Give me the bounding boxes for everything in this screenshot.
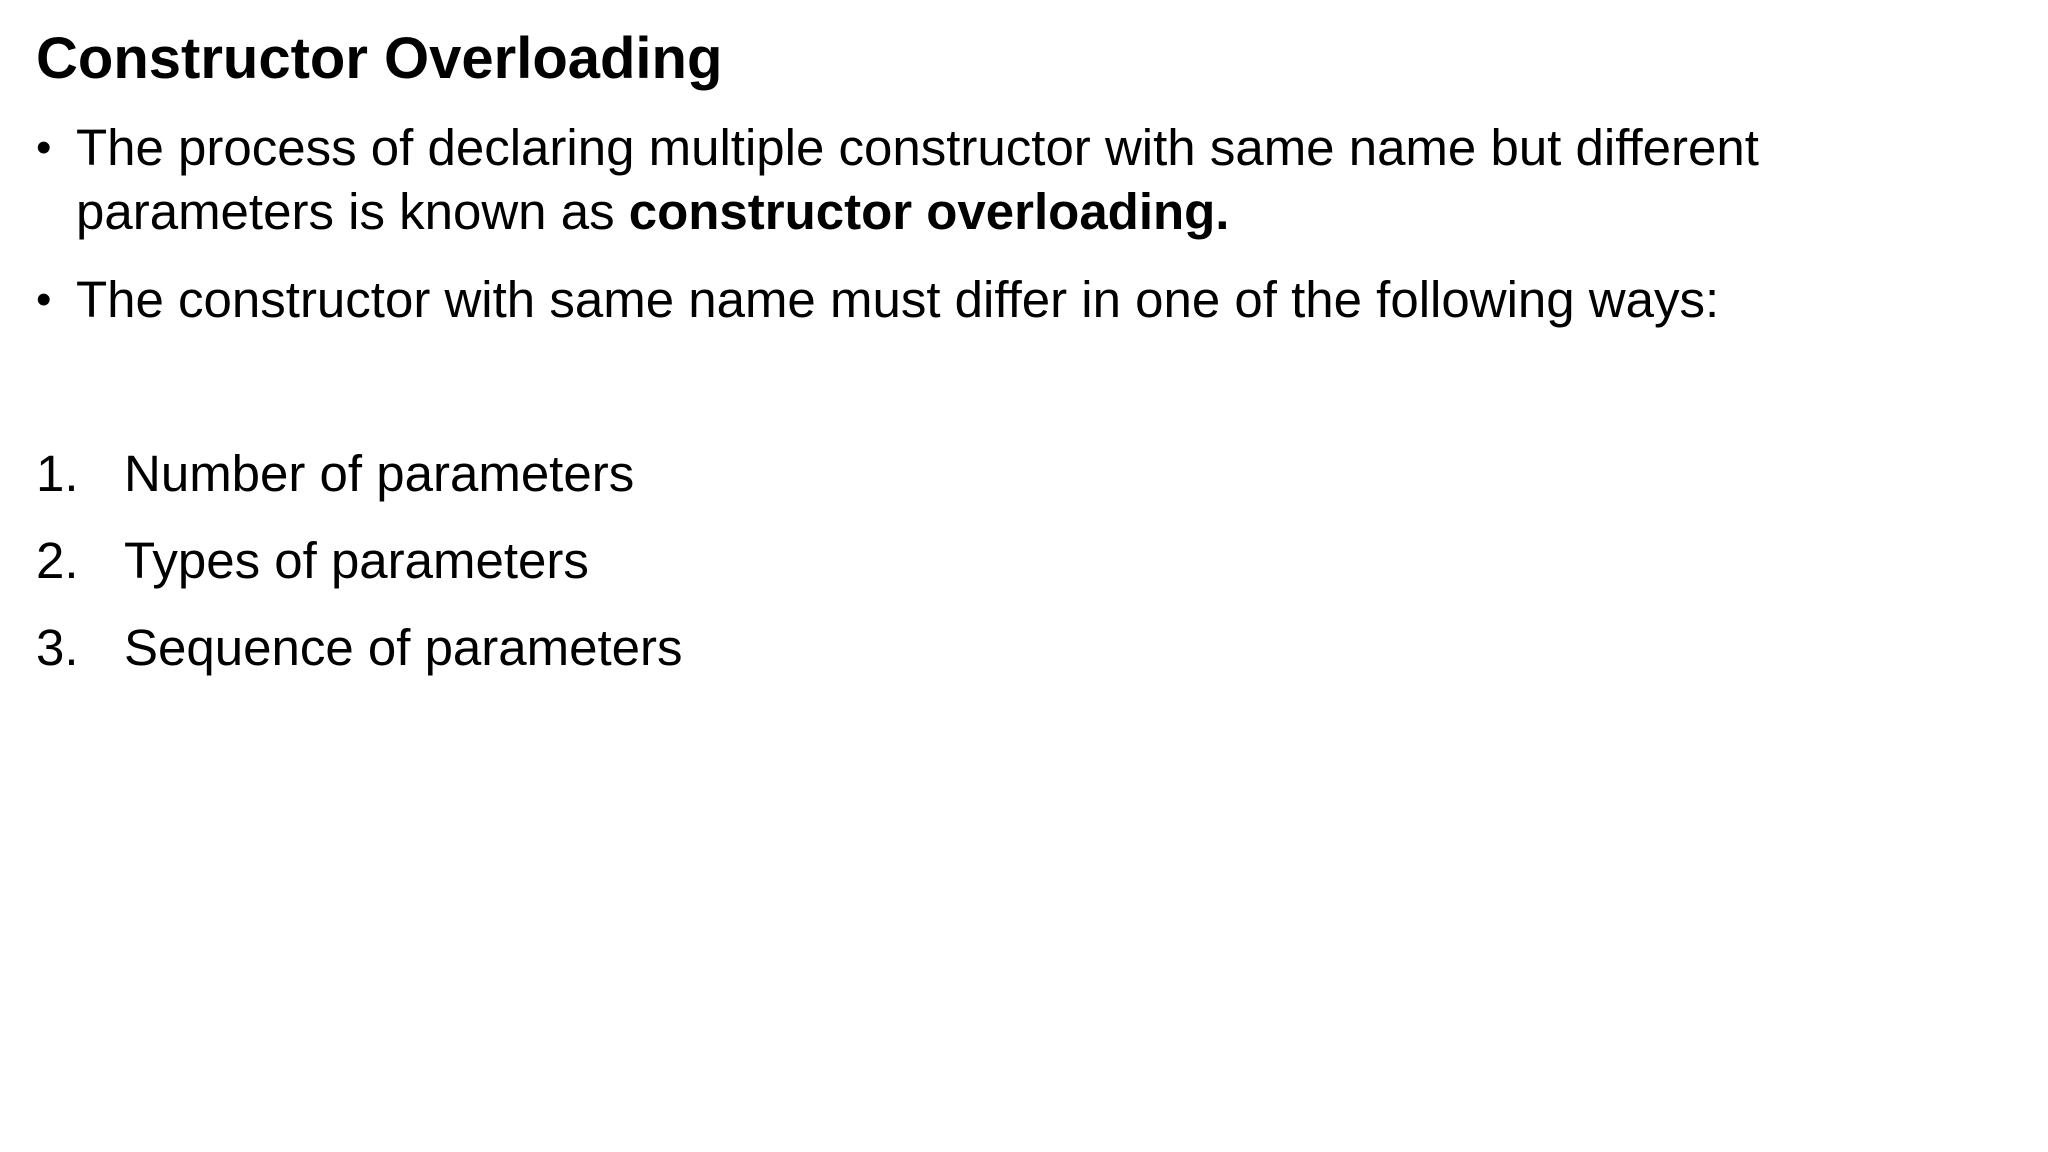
- bullet-text: The constructor with same name must differ in one of the following ways:: [76, 271, 1720, 328]
- numbered-item-text: Number of parameters: [124, 445, 635, 502]
- bullet-marker: •: [36, 123, 52, 172]
- bullet-marker: •: [36, 275, 52, 324]
- numbered-item: [36, 616, 683, 680]
- bullet-list: [36, 116, 2016, 356]
- numbered-item: [36, 529, 683, 593]
- numbered-item-text: Sequence of parameters: [124, 619, 683, 676]
- bullet-bold-term: constructor overloading.: [628, 183, 1230, 240]
- bullet-text: The process of declaring multiple constructor with same name but different parameters is known as: [76, 119, 1759, 240]
- bullet-item: [36, 268, 2016, 332]
- number-marker: 2.: [36, 532, 79, 589]
- numbered-item: [36, 442, 683, 506]
- number-marker: 3.: [36, 619, 79, 676]
- number-marker: 1.: [36, 445, 79, 502]
- numbered-list: [36, 442, 683, 703]
- bullet-item: [36, 116, 2016, 244]
- numbered-item-text: Types of parameters: [124, 532, 589, 589]
- slide-title: Constructor Overloading: [36, 26, 723, 91]
